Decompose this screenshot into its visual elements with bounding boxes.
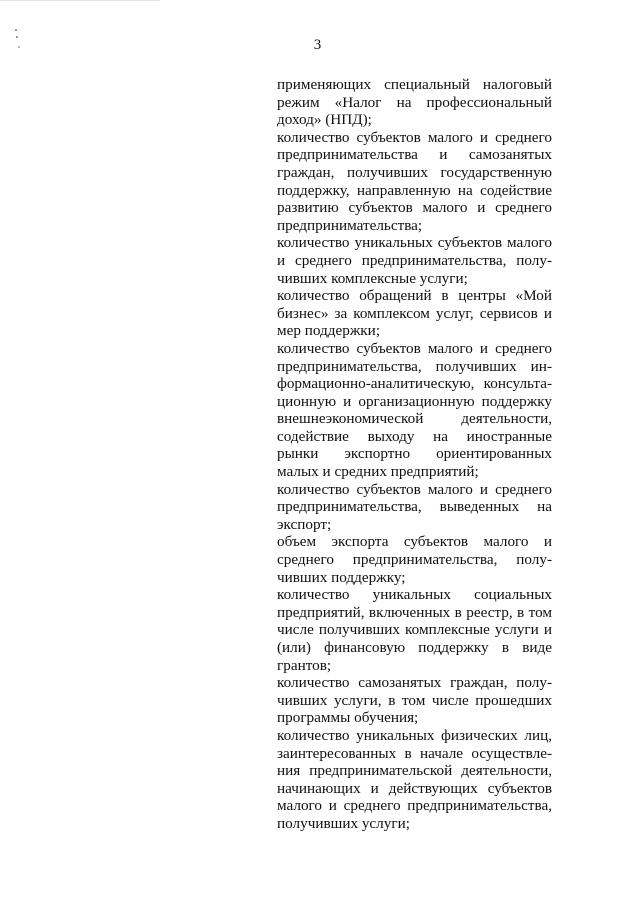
paragraph-state-support: количество субъектов малого и среднего предпринимательства и самозанятых граждан, получивших государственную поддержку, направленную на содействие развитию субъектов малого и среднего предпринимательства; xyxy=(277,128,552,234)
paragraph-export-entry: количество субъектов малого и среднего предпринимательства, выведенных на экспорт; xyxy=(277,480,552,533)
paragraph-self-employed-services: количество самозанятых граждан, получивших услуги, в том числе прошедших программы обучения; xyxy=(277,674,552,727)
paragraph-npd-users: применяющих специальный налоговый режим «Налог на профессиональный доход» (НПД); xyxy=(277,76,552,129)
paragraph-social-enterprises: количество уникальных социальных предприятий, включенных в реестр, в том числе получивших комплексные услуги и (или) финансовую поддержку в виде грантов; xyxy=(277,586,552,674)
paragraph-individuals-services: количество уникальных физических лиц, заинтересованных в начале осуществления предпринимательской деятельности, начинающих и действующих субъектов малого и среднего предпринимательства, получивших услуги; xyxy=(277,726,552,832)
scan-edge-line xyxy=(0,0,160,1)
paragraph-complex-services: количество уникальных субъектов малого и среднего предпринимательства, получивших комплексные услуги; xyxy=(277,234,552,287)
paragraph-foreign-trade-support: количество субъектов малого и среднего предпринимательства, получивших информационно-аналитическую, консультационную и организационную поддержку внешнеэкономической деятельности, содействие выходу на иностранные рынки экспортно ориентированных малых и средних предприятий; xyxy=(277,339,552,481)
page-number: 3 xyxy=(313,37,322,53)
paragraph-export-volume: объем экспорта субъектов малого и среднего предпринимательства, получивших поддержку; xyxy=(277,533,552,586)
body-text xyxy=(277,76,552,833)
paragraph-my-business-requests: количество обращений в центры «Мой бизнес» за комплексом услуг, сервисов и мер поддержки; xyxy=(277,287,552,340)
